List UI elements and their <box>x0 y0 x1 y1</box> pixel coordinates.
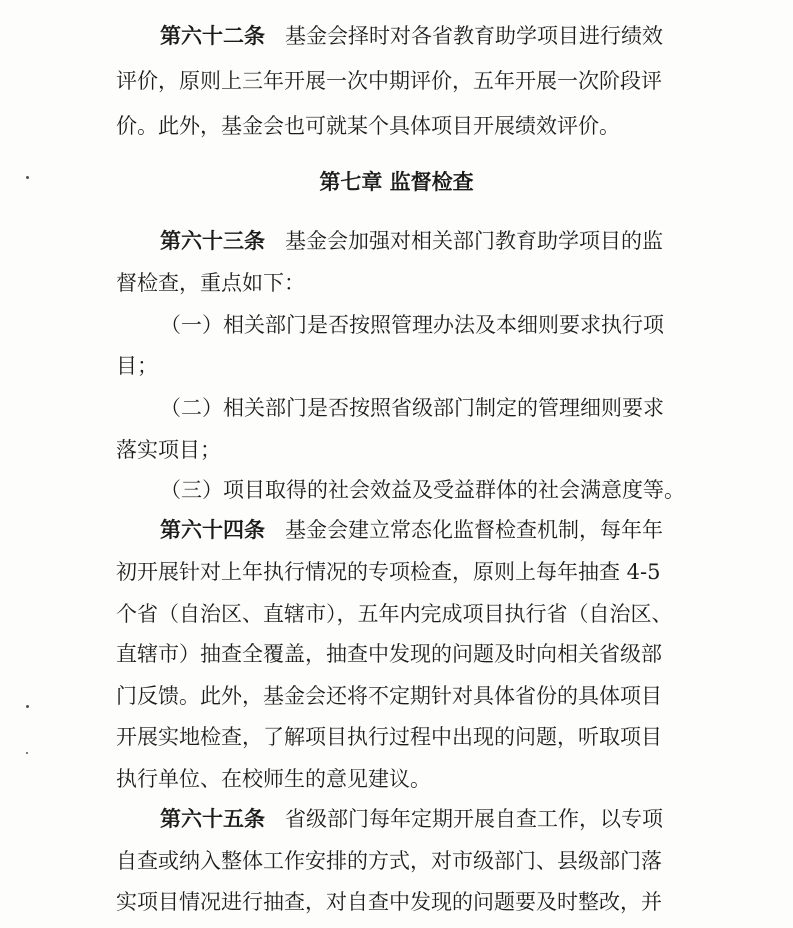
article-63-line-2: 督检查，重点如下： <box>116 271 305 295</box>
article-64-line-4: 直辖市）抽查全覆盖，抽查中发现的问题及时向相关省级部 <box>116 642 662 666</box>
article-65-line-1 <box>160 804 663 834</box>
article-63-item-2-line-2: 落实项目； <box>116 438 221 462</box>
article-64-label: 第六十四条 <box>160 517 265 542</box>
article-63-line-1 <box>160 226 663 256</box>
article-63-item-1-line-2: 目； <box>116 354 158 378</box>
article-64-line-7: 执行单位、在校师生的意见建议。 <box>116 767 431 791</box>
article-62-line-1 <box>160 21 663 51</box>
article-62-line-3: 价。此外，基金会也可就某个具体项目开展绩效评价。 <box>116 114 620 138</box>
article-65-label: 第六十五条 <box>160 806 265 831</box>
article-gap <box>265 807 285 831</box>
article-63-text-1: 基金会加强对相关部门教育助学项目的监 <box>285 229 664 253</box>
article-63-item-1-line-1: （一）相关部门是否按照管理办法及本细则要求执行项 <box>160 313 664 337</box>
article-gap <box>265 24 285 48</box>
chapter-heading: 第七章 监督检查 <box>319 170 474 194</box>
article-62-label: 第六十二条 <box>160 23 265 48</box>
article-gap <box>265 229 285 253</box>
article-gap <box>265 518 285 542</box>
article-65-text-1: 省级部门每年定期开展自查工作，以专项 <box>285 807 664 831</box>
article-63-item-2-line-1: （二）相关部门是否按照省级部门制定的管理细则要求 <box>160 396 664 420</box>
article-64-line-2: 初开展针对上年执行情况的专项检查，原则上每年抽查 4-5 <box>116 560 661 584</box>
article-65-line-2: 自查或纳入整体工作安排的方式，对市级部门、县级部门落 <box>116 849 662 873</box>
article-65-line-3: 实项目情况进行抽查，对自查中发现的问题要及时整改，并 <box>116 890 662 914</box>
scan-speck <box>26 705 29 708</box>
article-62-text-1: 基金会择时对各省教育助学项目进行绩效 <box>285 24 664 48</box>
article-64-line-1 <box>160 515 663 545</box>
article-62-line-2: 评价，原则上三年开展一次中期评价，五年开展一次阶段评 <box>116 69 662 93</box>
article-64-text-1: 基金会建立常态化监督检查机制，每年年 <box>285 518 664 542</box>
scan-speck <box>26 752 28 754</box>
article-63-label: 第六十三条 <box>160 228 265 253</box>
article-64-line-5: 门反馈。此外，基金会还将不定期针对具体省份的具体项目 <box>116 684 662 708</box>
article-64-line-3: 个省（自治区、直辖市），五年内完成项目执行省（自治区、 <box>116 602 673 626</box>
article-63-item-3-line-1: （三）项目取得的社会效益及受益群体的社会满意度等。 <box>160 478 685 502</box>
article-64-line-6: 开展实地检查，了解项目执行过程中出现的问题，听取项目 <box>116 725 662 749</box>
